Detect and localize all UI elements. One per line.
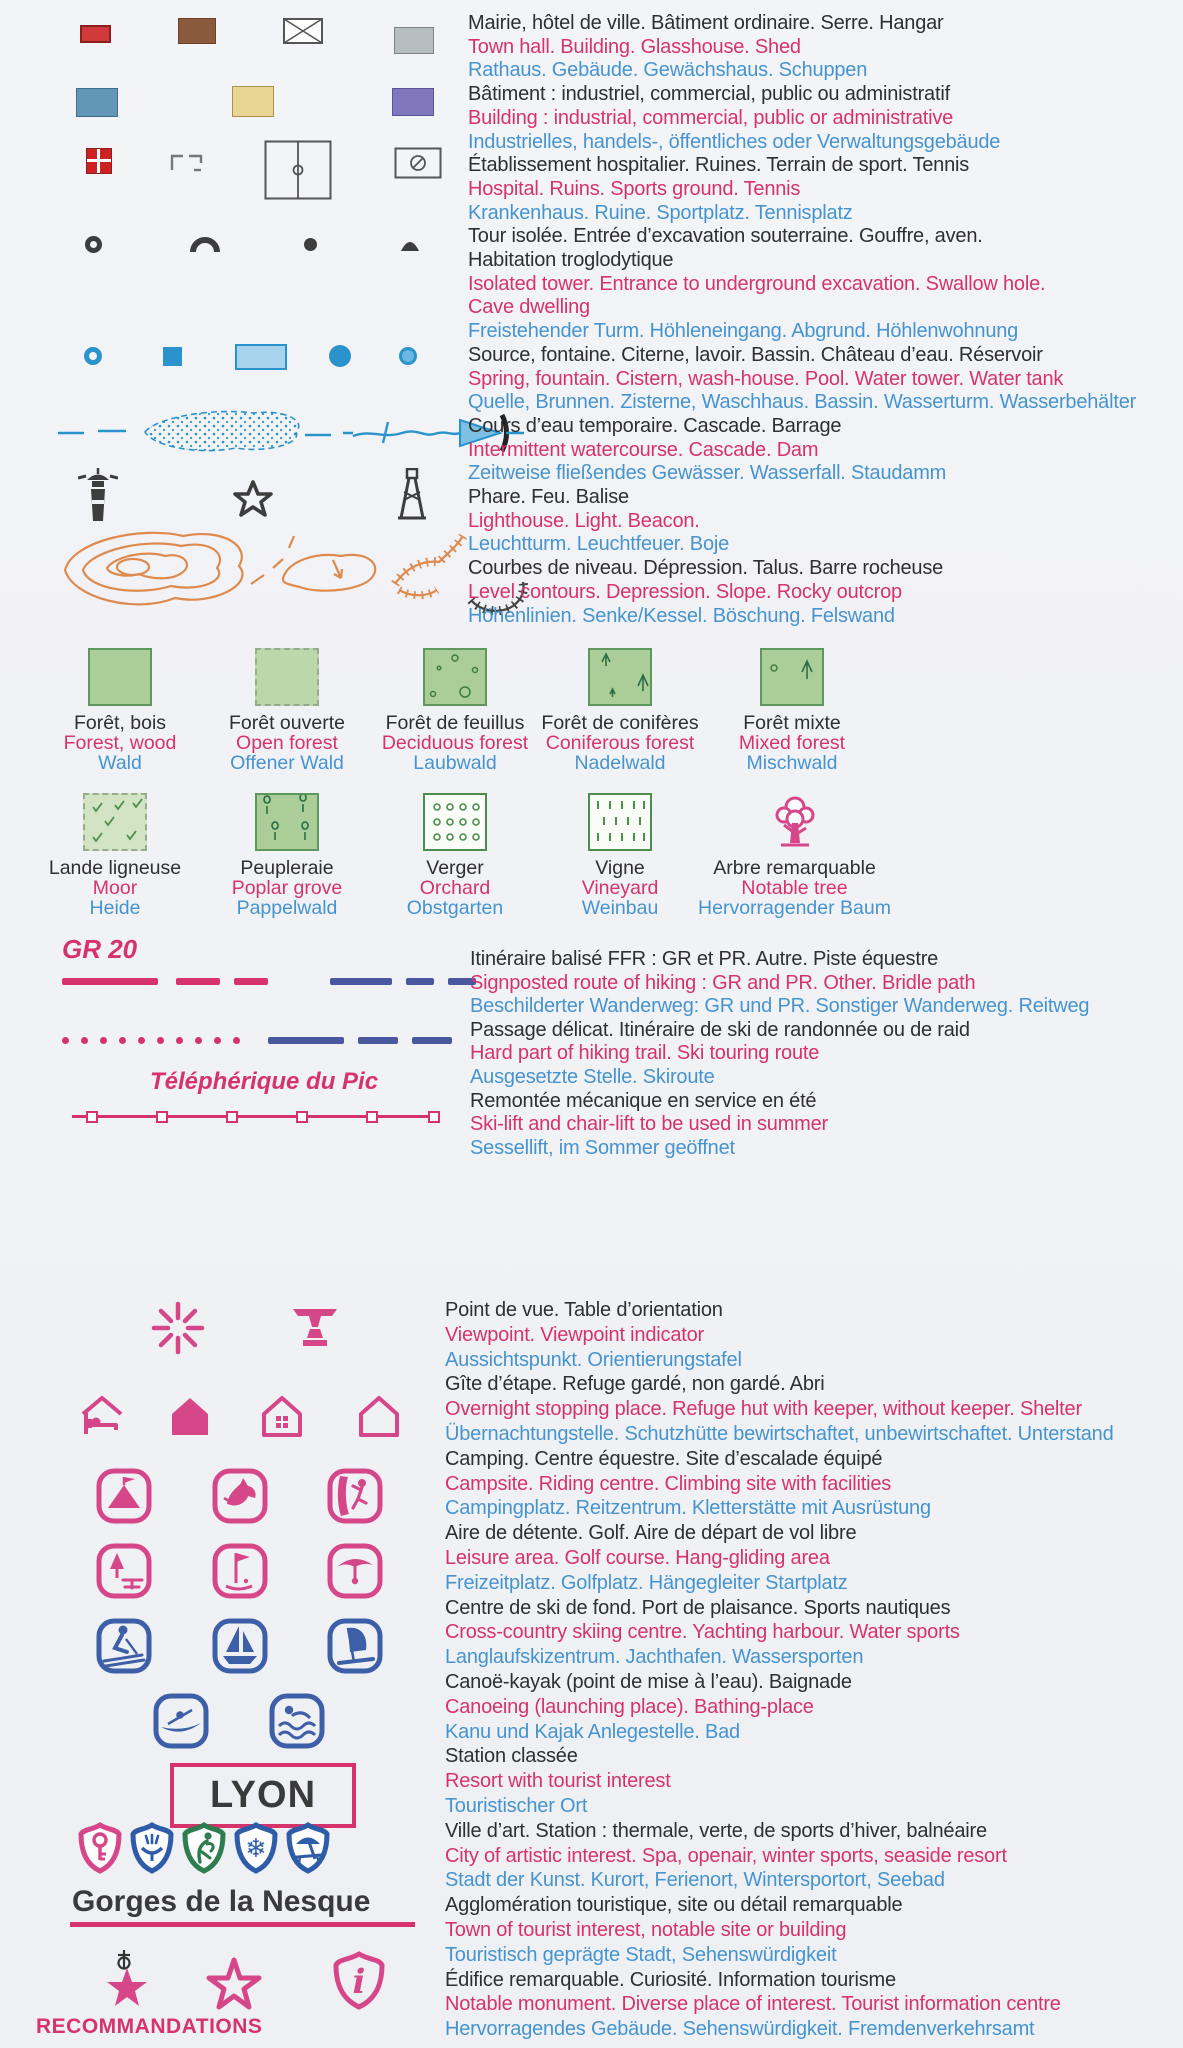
veg-label-de: Laubwald (413, 751, 497, 774)
legend-line: Overnight stopping place. Refuge hut with keeper, without keeper. Shelter (445, 1398, 1082, 1421)
veg-label-en: Orchard (419, 876, 491, 899)
veg-forest-wood (38, 648, 202, 773)
legend-line: Ausgesetzte Stelle. Skiroute (470, 1065, 715, 1088)
legend-line: Kanu und Kajak Anlegestelle. Bad (445, 1720, 740, 1743)
veg-label-fr: Lande ligneuse (48, 857, 182, 879)
vineyard-symbol (588, 793, 652, 851)
lyon-label: LYON (209, 1774, 317, 1816)
ordinary-building-symbol (178, 18, 216, 44)
water-tank-symbol (399, 347, 417, 365)
veg-label-de: Heide (89, 896, 141, 919)
forest-symbol (88, 648, 152, 706)
legend-line: Rathaus. Gebäude. Gewächshaus. Schuppen (468, 59, 868, 82)
light-star-symbol (233, 480, 273, 518)
open-forest-symbol (255, 648, 319, 706)
trails-text (470, 948, 1089, 1160)
veg-label-fr: Peupleraie (240, 857, 334, 879)
deciduous-forest-symbol (423, 648, 487, 706)
windsurf-icon (327, 1618, 383, 1674)
legend-line: Aire de détente. Golf. Aire de départ de vol libre (445, 1522, 857, 1545)
legend-line: Quelle, Brunnen. Zisterne, Waschhaus. Bassin. Wasserturm. Wasserbehälter (468, 391, 1137, 414)
legend-line: Town of tourist interest, notable site or building (445, 1918, 847, 1941)
veg-label-fr: Forêt, bois (73, 712, 167, 734)
public-building-symbol (392, 88, 434, 116)
gorges-underline (70, 1922, 415, 1927)
shed-symbol (394, 27, 434, 54)
hang-gliding-icon (327, 1543, 383, 1599)
tennis-symbol (394, 147, 442, 179)
legend-line: Agglomération touristique, site ou détail remarquable (445, 1894, 903, 1917)
seaside-shield (284, 1822, 332, 1874)
water-tower-symbol (329, 345, 351, 367)
camping-icon (96, 1468, 152, 1524)
legend-line: Cross-country skiing centre. Yachting harbour. Water sports (445, 1621, 960, 1644)
recommandations-label: RECOMMANDATIONS (36, 2015, 263, 2038)
legend-line: Lighthouse. Light. Beacon. (468, 509, 700, 532)
veg-label-fr: Arbre remarquable (713, 857, 876, 879)
gorges-label: Gorges de la Nesque (72, 1885, 371, 1918)
veg-notable-tree (692, 793, 897, 918)
legend-line: Campingplatz. Reitzentrum. Kletterstätte mit Ausrüstung (445, 1497, 931, 1520)
cistern-symbol (163, 347, 182, 366)
legend-line: Établissement hospitalier. Ruines. Terrain de sport. Tennis (468, 154, 970, 177)
canoe-icon (153, 1693, 209, 1749)
glasshouse-symbol (283, 18, 321, 42)
legend-line: Cave dwelling (468, 296, 590, 319)
legend-line: Aussichtspunkt. Orientierungstafel (445, 1348, 742, 1371)
legend-line: Touristisch geprägte Stadt, Sehenswürdigkeit (445, 1943, 837, 1966)
legend-line: Hospital. Ruins. Sports ground. Tennis (468, 177, 801, 200)
legend-line: Isolated tower. Entrance to underground excavation. Swallow hole. (468, 272, 1046, 295)
legend-line: Habitation troglodytique (468, 249, 674, 272)
legend-line: Phare. Feu. Balise (468, 486, 629, 509)
legend-line: Langlaufskizentrum. Jachthafen. Wassersporten (445, 1646, 864, 1669)
veg-vineyard (538, 793, 702, 918)
orientation-table-icon (290, 1305, 340, 1351)
legend-line: Campsite. Riding centre. Climbing site with facilities (445, 1472, 892, 1495)
legend-line: Town hall. Building. Glasshouse. Shed (468, 35, 801, 58)
legend-line: Cours d’eau temporaire. Cascade. Barrage (468, 414, 842, 437)
veg-label-fr: Forêt mixte (743, 712, 841, 734)
veg-label-fr: Forêt de conifères (541, 712, 699, 734)
legend-line: Station classée (445, 1745, 578, 1768)
interest-star-icon (205, 1956, 263, 2012)
golf-icon (212, 1543, 268, 1599)
veg-label-en: Deciduous forest (381, 731, 529, 754)
veg-label-de: Wald (98, 751, 142, 774)
cross-country-ski-icon (96, 1618, 152, 1674)
leisure-area-icon (96, 1543, 152, 1599)
legend-top-text (468, 12, 1136, 628)
veg-label-en: Mixed forest (738, 731, 846, 754)
legend-line: Mairie, hôtel de ville. Bâtiment ordinaire. Serre. Hangar (468, 12, 944, 34)
industrial-building-symbol (76, 88, 118, 117)
veg-coniferous-forest (538, 648, 702, 773)
veg-orchard (373, 793, 537, 918)
legend-line: Source, fontaine. Citerne, lavoir. Bassin. Château d’eau. Réservoir (468, 343, 1043, 366)
watercourse-cascade-dam-symbol (50, 400, 530, 462)
mixed-forest-symbol (760, 648, 824, 706)
monument-star-icon (99, 1948, 157, 2012)
spa-shield (128, 1822, 176, 1874)
legend-line: Viewpoint. Viewpoint indicator (445, 1323, 704, 1346)
legend-line: Spring, fountain. Cistern, wash-house. Pool. Water tower. Water tank (468, 367, 1064, 390)
bathing-icon (269, 1693, 325, 1749)
veg-label-de: Mischwald (746, 751, 838, 774)
legend-line: Tour isolée. Entrée d’excavation souterraine. Gouffre, aven. (468, 225, 983, 248)
legend-line: Übernachtungstelle. Schutzhütte bewirtschaftet, unbewirtschaftet. Unterstand (445, 1422, 1114, 1445)
veg-label-fr: Vigne (595, 857, 645, 879)
veg-moor (33, 793, 197, 918)
legend-line: Camping. Centre équestre. Site d’escalade équipé (445, 1447, 883, 1470)
hospital-symbol (86, 148, 112, 174)
svg-text:❄: ❄ (245, 1834, 267, 1864)
veg-label-en: Open forest (236, 731, 338, 754)
legend-line: Resort with tourist interest (445, 1770, 671, 1793)
sports-ground-symbol (264, 140, 332, 200)
veg-mixed-forest (710, 648, 874, 773)
legend-line: Ski-lift and chair-lift to be used in summer (470, 1113, 829, 1136)
legend-line: Itinéraire balisé FFR : GR et PR. Autre. Piste équestre (470, 948, 939, 970)
legend-line: Ville d’art. Station : thermale, verte, de sports d’hiver, balnéaire (445, 1819, 987, 1842)
viewpoint-icon (150, 1300, 206, 1356)
commercial-building-symbol (232, 86, 274, 117)
legend-line: Intermittent watercourse. Cascade. Dam (468, 438, 819, 461)
svg-text:i: i (352, 1962, 366, 2002)
legend-line: Point de vue. Table d’orientation (445, 1299, 723, 1321)
legend-line: Höhenlinien. Senke/Kessel. Böschung. Felswand (468, 604, 895, 627)
legend-line: Passage délicat. Itinéraire de ski de randonnée ou de raid (470, 1018, 970, 1041)
refuge-keeper-icon (167, 1392, 213, 1440)
legend-line: Leisure area. Golf course. Hang-gliding area (445, 1546, 830, 1569)
tourism-text (445, 1298, 1114, 2042)
veg-label-de: Weinbau (581, 896, 659, 919)
beacon-symbol (396, 468, 428, 520)
veg-label-de: Obstgarten (406, 896, 504, 919)
classified-resort-box (170, 1763, 356, 1828)
legend-line: Remontée mécanique en service en été (470, 1089, 817, 1112)
legend-line: Hard part of hiking trail. Ski touring route (470, 1042, 820, 1065)
legend-line: Édifice remarquable. Curiosité. Information tourisme (445, 1968, 896, 1991)
veg-label-en: Forest, wood (63, 731, 177, 754)
legend-line: Canoeing (launching place). Bathing-place (445, 1695, 814, 1718)
legend-line: Bâtiment : industriel, commercial, public ou administratif (468, 83, 950, 106)
legend-line: Freistehender Turm. Höhleneingang. Abgrund. Höhlenwohnung (468, 320, 1019, 343)
legend-line: Notable monument. Diverse place of interest. Tourist information centre (445, 1993, 1061, 2016)
spring-symbol (84, 347, 102, 365)
refuge-no-keeper-icon (259, 1392, 305, 1440)
gr20-label: GR 20 (62, 934, 138, 964)
legend-line: Sessellift, im Sommer geöffnet (470, 1136, 735, 1159)
legend-line: Building : industrial, commercial, public or administrative (468, 106, 954, 129)
town-hall-symbol (80, 25, 111, 43)
pool-symbol (235, 344, 287, 370)
veg-label-fr: Verger (426, 857, 484, 879)
shelter-icon (356, 1392, 402, 1440)
tourist-info-icon (329, 1950, 389, 2012)
veg-poplar-grove (205, 793, 369, 918)
veg-label-en: Coniferous forest (545, 731, 695, 754)
coniferous-forest-symbol (588, 648, 652, 706)
legend-line: Zeitweise fließendes Gewässer. Wasserfall. Staudamm (468, 462, 947, 485)
veg-label-de: Nadelwald (574, 751, 666, 774)
orchard-symbol (423, 793, 487, 851)
city-of-art-shield (76, 1822, 124, 1874)
riding-centre-icon (212, 1468, 268, 1524)
legend-line: Gîte d’étape. Refuge gardé, non gardé. Abri (445, 1373, 825, 1396)
green-resort-shield (180, 1822, 228, 1874)
veg-label-en: Notable tree (741, 876, 848, 899)
yachting-icon (212, 1618, 268, 1674)
gite-etape-icon (79, 1392, 125, 1440)
legend-line: Signposted route of hiking : GR and PR. Other. Bridle path (470, 971, 976, 994)
ski-lift-line (72, 1115, 440, 1118)
veg-label-en: Vineyard (581, 876, 659, 899)
veg-label-de: Offener Wald (230, 751, 344, 774)
legend-line: Centre de ski de fond. Port de plaisance. Sports nautiques (445, 1596, 951, 1619)
veg-deciduous-forest (373, 648, 537, 773)
legend-line: Beschilderter Wanderweg: GR und PR. Sonstiger Wanderweg. Reitweg (470, 995, 1090, 1018)
legend-line: Leuchtturm. Leuchtfeuer. Boje (468, 533, 730, 556)
ruins-symbol (170, 152, 204, 174)
isolated-tower-symbol (85, 236, 102, 253)
climbing-icon (327, 1468, 383, 1524)
legend-line: Canoë-kayak (point de mise à l’eau). Baignade (445, 1670, 852, 1693)
veg-label-fr: Forêt de feuillus (385, 712, 525, 734)
veg-label-de: Hervorragender Baum (698, 896, 891, 919)
swallow-hole-symbol (304, 238, 317, 251)
cave-dwelling-symbol (400, 238, 420, 252)
moor-symbol (83, 793, 147, 851)
notable-tree-icon (763, 793, 827, 851)
legend-line: Courbes de niveau. Dépression. Talus. Barre rocheuse (468, 557, 944, 580)
veg-label-de: Pappelwald (236, 896, 338, 919)
legend-line: Stadt der Kunst. Kurort, Ferienort, Wintersportort, Seebad (445, 1869, 945, 1892)
legend-line: Level contours. Depression. Slope. Rocky outcrop (468, 580, 902, 603)
contours-symbol (55, 520, 535, 628)
cave-entrance-symbol (190, 236, 220, 254)
veg-label-en: Moor (92, 876, 138, 899)
legend-line: Krankenhaus. Ruine. Sportplatz. Tennisplatz (468, 201, 853, 224)
legend-line: Industrielles, handels-, öffentliches oder Verwaltungsgebäude (468, 130, 1001, 153)
lighthouse-symbol (78, 468, 118, 522)
veg-label-en: Poplar grove (231, 876, 343, 899)
telepherique-label: Téléphérique du Pic (150, 1068, 379, 1095)
poplar-grove-symbol (255, 793, 319, 851)
legend-line: Hervorragendes Gebäude. Sehenswürdigkeit. Fremdenverkehrsamt (445, 2018, 1035, 2041)
veg-open-forest (205, 648, 369, 773)
veg-label-fr: Forêt ouverte (229, 712, 345, 734)
winter-sports-shield (232, 1822, 280, 1874)
legend-line: Touristischer Ort (445, 1794, 588, 1817)
legend-line: City of artistic interest. Spa, openair, winter sports, seaside resort (445, 1844, 1007, 1867)
legend-line: Freizeitplatz. Golfplatz. Hängegleiter Startplatz (445, 1571, 848, 1594)
